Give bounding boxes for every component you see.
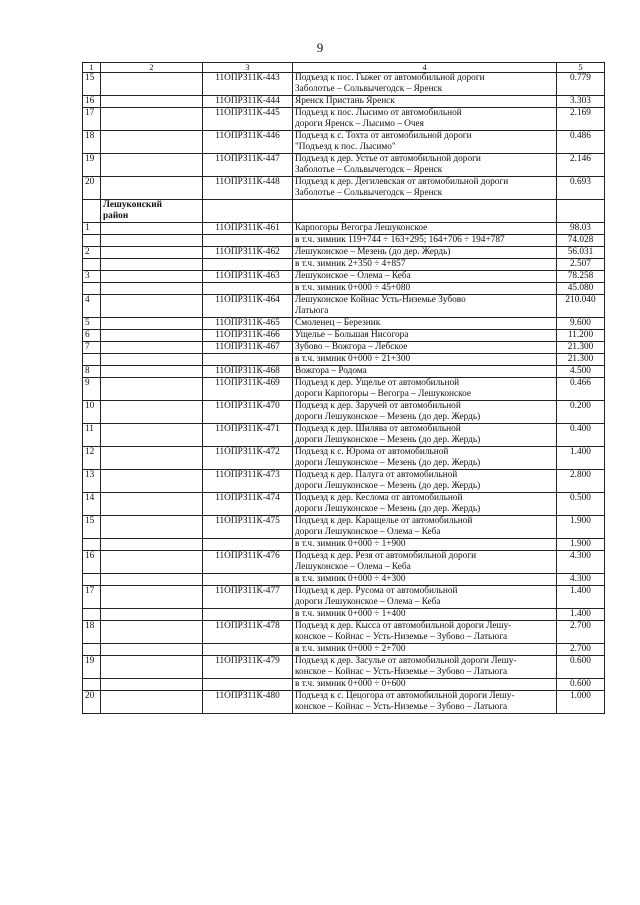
row-number [83, 609, 101, 621]
row-number: 10 [83, 401, 101, 424]
row-number [83, 200, 101, 223]
road-length: 2.146 [557, 154, 605, 177]
road-name: Карпогоры Вегогра Лешуконское [293, 223, 557, 235]
road-code: 11ОПРЗ11К-448 [203, 177, 293, 200]
road-code: 11ОПРЗ11К-474 [203, 493, 293, 516]
road-length: 0.200 [557, 401, 605, 424]
row-number: 2 [83, 247, 101, 259]
table-subrow [83, 283, 605, 295]
road-length: 98.03 [557, 223, 605, 235]
road-code: 11ОПРЗ11К-466 [203, 330, 293, 342]
road-code [203, 644, 293, 656]
road-name: в т.ч. зимник 0+000 ÷ 1+900 [293, 539, 557, 551]
district-name [101, 295, 203, 318]
road-length: 0.466 [557, 378, 605, 401]
road-name: Лешуконское – Олема – Кеба [293, 271, 557, 283]
table-row [83, 177, 605, 200]
road-length: 4.300 [557, 551, 605, 574]
district-name [101, 318, 203, 330]
table-row [83, 131, 605, 154]
road-length: 0.779 [557, 73, 605, 96]
road-name: Зубово – Вожгора – Лебское [293, 342, 557, 354]
road-code: 11ОПРЗ11К-443 [203, 73, 293, 96]
road-code: 11ОПРЗ11К-445 [203, 108, 293, 131]
road-name: Ущелье – Большая Нисогора [293, 330, 557, 342]
table-row [83, 447, 605, 470]
table-subrow [83, 259, 605, 271]
road-length: 11.200 [557, 330, 605, 342]
district-name [101, 96, 203, 108]
road-code: 11ОПРЗ11К-480 [203, 691, 293, 714]
road-length: 1.900 [557, 539, 605, 551]
row-number: 18 [83, 621, 101, 644]
road-name: Подъезд к дер. Резя от автомобильной дороги Лешуконское – Олема – Кеба [293, 551, 557, 574]
road-code: 11ОПРЗ11К-471 [203, 424, 293, 447]
road-length: 3.303 [557, 96, 605, 108]
road-length [557, 200, 605, 223]
page-number: 9 [316, 40, 324, 55]
road-length: 45.080 [557, 283, 605, 295]
row-number: 20 [83, 691, 101, 714]
district-name [101, 73, 203, 96]
road-code: 11ОПРЗ11К-444 [203, 96, 293, 108]
row-number [83, 644, 101, 656]
row-number: 9 [83, 378, 101, 401]
district-name [101, 447, 203, 470]
district-name [101, 609, 203, 621]
table-subrow [83, 354, 605, 366]
road-code [203, 235, 293, 247]
road-code: 11ОПРЗ11К-476 [203, 551, 293, 574]
district-name [101, 223, 203, 235]
table-body [83, 73, 605, 714]
table-row [83, 108, 605, 131]
road-name: Лешуконское – Мезень (до дер. Жердь) [293, 247, 557, 259]
road-length: 2.507 [557, 259, 605, 271]
table-subrow [83, 609, 605, 621]
road-length: 1.400 [557, 609, 605, 621]
table-row [83, 96, 605, 108]
road-name: Подъезд к дер. Засулье от автомобильной дороги Лешу- конское – Койнас – Усть-Низемье – Зубово – Латьюга [293, 656, 557, 679]
header-col-5: 5 [557, 63, 605, 73]
row-number: 3 [83, 271, 101, 283]
table-row [83, 621, 605, 644]
district-name [101, 247, 203, 259]
road-code [203, 283, 293, 295]
road-code: 11ОПРЗ11К-470 [203, 401, 293, 424]
table-row [83, 330, 605, 342]
road-length: 21.300 [557, 342, 605, 354]
row-number: 19 [83, 656, 101, 679]
road-name: в т.ч. зимник 119+744 ÷ 163+295; 164+706 ÷ 194+787 [293, 235, 557, 247]
road-name: Яренск Пристань Яренск [293, 96, 557, 108]
road-length: 4.300 [557, 574, 605, 586]
district-name [101, 516, 203, 539]
row-number: 1 [83, 223, 101, 235]
road-length: 0.400 [557, 424, 605, 447]
road-name [293, 200, 557, 223]
header-col-3: 3 [203, 63, 293, 73]
road-name: в т.ч. зимник 0+000 ÷ 4+300 [293, 574, 557, 586]
road-code: 11ОПРЗ11К-472 [203, 447, 293, 470]
district-name [101, 366, 203, 378]
road-code [203, 679, 293, 691]
road-name: Вожгора – Родома [293, 366, 557, 378]
district-name [101, 131, 203, 154]
road-code [203, 574, 293, 586]
road-code: 11ОПРЗ11К-462 [203, 247, 293, 259]
road-code: 11ОПРЗ11К-468 [203, 366, 293, 378]
table-header-row [83, 63, 605, 73]
table-row [83, 366, 605, 378]
district-name [101, 177, 203, 200]
road-code: 11ОПРЗ11К-479 [203, 656, 293, 679]
row-number: 17 [83, 108, 101, 131]
road-name: Подъезд к с. Тохта от автомобильной дороги "Подъезд к пос. Лысимо" [293, 131, 557, 154]
row-number: 15 [83, 73, 101, 96]
table-row [83, 318, 605, 330]
road-name: Подъезд к дер. Каращелье от автомобильной дороги Лешуконское – Олема – Кеба [293, 516, 557, 539]
road-length: 0.486 [557, 131, 605, 154]
row-number: 12 [83, 447, 101, 470]
road-length: 2.169 [557, 108, 605, 131]
district-name [101, 108, 203, 131]
district-name [101, 551, 203, 574]
road-name: Подъезд к дер. Шилява от автомобильной дороги Лешуконское – Мезень (до дер. Жердь) [293, 424, 557, 447]
row-number: 7 [83, 342, 101, 354]
district-name: Лешуконский район [101, 200, 203, 223]
row-number [83, 679, 101, 691]
district-name [101, 283, 203, 295]
road-code: 11ОПРЗ11К-469 [203, 378, 293, 401]
district-name [101, 330, 203, 342]
road-length: 0.500 [557, 493, 605, 516]
road-name: в т.ч. зимник 0+000 ÷ 2+700 [293, 644, 557, 656]
district-row [83, 200, 605, 223]
row-number: 20 [83, 177, 101, 200]
road-length: 2.700 [557, 644, 605, 656]
district-name [101, 679, 203, 691]
district-name [101, 470, 203, 493]
district-name [101, 378, 203, 401]
road-length: 210.040 [557, 295, 605, 318]
district-name [101, 621, 203, 644]
row-number: 14 [83, 493, 101, 516]
road-name: в т.ч. зимник 0+000 ÷ 21+300 [293, 354, 557, 366]
row-number: 16 [83, 96, 101, 108]
table-row [83, 223, 605, 235]
road-name: Подъезд к дер. Кысса от автомобильной дороги Лешу- конское – Койнас – Усть-Низемье – Зубово – Латьюга [293, 621, 557, 644]
road-length: 9.600 [557, 318, 605, 330]
road-name: Подъезд к пос. Гыжег от автомобильной дороги Заболотье – Сольвычегодск – Яренск [293, 73, 557, 96]
road-code: 11ОПРЗ11К-447 [203, 154, 293, 177]
road-name: в т.ч. зимник 2+350 ÷ 4+857 [293, 259, 557, 271]
road-code: 11ОПРЗ11К-465 [203, 318, 293, 330]
row-number: 17 [83, 586, 101, 609]
district-name [101, 574, 203, 586]
road-name: Подъезд к пос. Лысимо от автомобильной дороги Яренск – Лысимо – Очея [293, 108, 557, 131]
header-col-2: 2 [101, 63, 203, 73]
road-code: 11ОПРЗ11К-477 [203, 586, 293, 609]
road-length: 21.300 [557, 354, 605, 366]
road-name: Подъезд к дер. Палуга от автомобильной дороги Лешуконское – Мезень (до дер. Жердь) [293, 470, 557, 493]
district-name [101, 644, 203, 656]
table-row [83, 656, 605, 679]
road-code: 11ОПРЗ11К-461 [203, 223, 293, 235]
row-number [83, 354, 101, 366]
road-code: 11ОПРЗ11К-478 [203, 621, 293, 644]
road-length: 0.600 [557, 679, 605, 691]
road-length: 78.258 [557, 271, 605, 283]
row-number [83, 259, 101, 271]
row-number [83, 283, 101, 295]
district-name [101, 154, 203, 177]
road-name: Подъезд к дер. Ущелье от автомобильной дороги Карпогоры – Вегогра – Лешуконское [293, 378, 557, 401]
district-name [101, 354, 203, 366]
roads-table [82, 62, 605, 714]
road-code: 11ОПРЗ11К-463 [203, 271, 293, 283]
district-name [101, 401, 203, 424]
road-length: 74.028 [557, 235, 605, 247]
road-code: 11ОПРЗ11К-475 [203, 516, 293, 539]
row-number: 16 [83, 551, 101, 574]
table-row [83, 271, 605, 283]
table-subrow [83, 644, 605, 656]
road-length: 2.800 [557, 470, 605, 493]
table-row [83, 470, 605, 493]
road-name: Подъезд к дер. Дегилевская от автомобильной дороги Заболотье – Сольвычегодск – Яренск [293, 177, 557, 200]
row-number: 8 [83, 366, 101, 378]
road-name: Смоленец – Березник [293, 318, 557, 330]
road-name: Лешуконское Койнас Усть-Низемье Зубово Латьюга [293, 295, 557, 318]
row-number: 4 [83, 295, 101, 318]
district-name [101, 259, 203, 271]
row-number: 11 [83, 424, 101, 447]
table-row [83, 247, 605, 259]
road-code: 11ОПРЗ11К-467 [203, 342, 293, 354]
road-name: в т.ч. зимник 0+000 ÷ 45+080 [293, 283, 557, 295]
table-row [83, 586, 605, 609]
table-subrow [83, 235, 605, 247]
header-col-1: 1 [83, 63, 101, 73]
row-number: 18 [83, 131, 101, 154]
district-name [101, 691, 203, 714]
district-name [101, 493, 203, 516]
table-subrow [83, 679, 605, 691]
road-length: 2.700 [557, 621, 605, 644]
table-row [83, 342, 605, 354]
road-name: Подъезд к дер. Кеслома от автомобильной дороги Лешуконское – Мезень (до дер. Жердь) [293, 493, 557, 516]
row-number: 13 [83, 470, 101, 493]
road-length: 56.031 [557, 247, 605, 259]
table-row [83, 154, 605, 177]
row-number: 6 [83, 330, 101, 342]
district-name [101, 586, 203, 609]
road-code [203, 259, 293, 271]
table-row [83, 295, 605, 318]
row-number: 15 [83, 516, 101, 539]
road-code: 11ОПРЗ11К-473 [203, 470, 293, 493]
table-subrow [83, 539, 605, 551]
road-code [203, 354, 293, 366]
table-subrow [83, 574, 605, 586]
table-row [83, 516, 605, 539]
road-length: 4.500 [557, 366, 605, 378]
table-row [83, 493, 605, 516]
road-name: Подъезд к с. Цецогора от автомобильной дороги Лешу- конское – Койнас – Усть-Низемье – Зубово – Латьюга [293, 691, 557, 714]
road-length: 1.400 [557, 586, 605, 609]
road-length: 1.000 [557, 691, 605, 714]
district-name [101, 235, 203, 247]
road-name: Подъезд к дер. Русома от автомобильной дороги Лешуконское – Олема – Кеба [293, 586, 557, 609]
table-row [83, 424, 605, 447]
district-name [101, 656, 203, 679]
road-length: 0.693 [557, 177, 605, 200]
road-name: в т.ч. зимник 0+000 ÷ 1+400 [293, 609, 557, 621]
road-code [203, 609, 293, 621]
row-number [83, 235, 101, 247]
table-row [83, 378, 605, 401]
row-number [83, 574, 101, 586]
district-name [101, 424, 203, 447]
table-row [83, 401, 605, 424]
district-name [101, 271, 203, 283]
road-code [203, 539, 293, 551]
road-code: 11ОПРЗ11К-464 [203, 295, 293, 318]
table-row [83, 73, 605, 96]
road-code: 11ОПРЗ11К-446 [203, 131, 293, 154]
row-number [83, 539, 101, 551]
table-row [83, 691, 605, 714]
district-name [101, 342, 203, 354]
road-code [203, 200, 293, 223]
row-number: 19 [83, 154, 101, 177]
road-name: Подъезд к с. Юрома от автомобильной дороги Лешуконское – Мезень (до дер. Жердь) [293, 447, 557, 470]
road-length: 1.400 [557, 447, 605, 470]
district-name [101, 539, 203, 551]
road-name: в т.ч. зимник 0+000 ÷ 0+600 [293, 679, 557, 691]
road-length: 1.900 [557, 516, 605, 539]
road-name: Подъезд к дер. Устье от автомобильной дороги Заболотье – Сольвычегодск – Яренск [293, 154, 557, 177]
road-name: Подъезд к дер. Заручей от автомобильной дороги Лешуконское – Мезень (до дер. Жердь) [293, 401, 557, 424]
road-length: 0.600 [557, 656, 605, 679]
table-row [83, 551, 605, 574]
row-number: 5 [83, 318, 101, 330]
header-col-4: 4 [293, 63, 557, 73]
